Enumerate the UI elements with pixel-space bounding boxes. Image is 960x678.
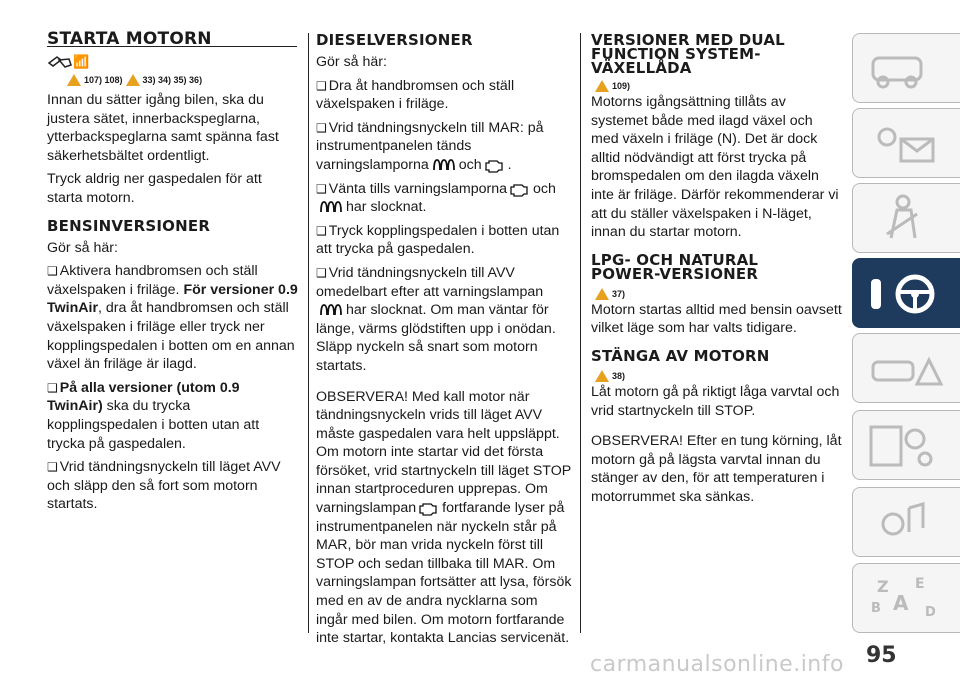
tab-safety[interactable] bbox=[852, 183, 960, 253]
intro-text: Gör så här: bbox=[47, 239, 118, 256]
tab-start-driving[interactable] bbox=[852, 258, 960, 328]
engine-fault-icon bbox=[484, 157, 506, 173]
svg-text:D: D bbox=[925, 605, 936, 620]
warning-lights-icon bbox=[863, 115, 943, 171]
multimedia-icon bbox=[863, 494, 943, 550]
warning-triangle-icon bbox=[595, 80, 609, 92]
subsection-title: LPG- OCH NATURAL POWER-VERSIONER bbox=[591, 250, 759, 283]
list-item: ❑ Dra åt handbromsen och ställ växelspaken i friläge. bbox=[316, 77, 572, 114]
note-paragraph: OBSERVERA! Med kall motor när tändningsnyckeln vrids till läget AVV måste gaspedalen vara helt uppsläppt. Om motorn inte startar vid det första försöket, vrid startnyckeln till läget STOP innan startproceduren upprepas. Om varningslampan fortfarande lyser på instrumentpanelen när nyckeln står på MAR, bör man vrida nyckeln först till STOP och sedan tillbaka till MAR. Om varningslampan fortsätter att lysa, försök med en av de andra nycklarna som ingår med bilen. Om motorn fortfarande inte startar, kontakta Lancias servicenät. bbox=[316, 388, 572, 647]
svg-text:B: B bbox=[871, 601, 881, 616]
section-title: STARTA MOTORN bbox=[47, 29, 212, 49]
tab-maintenance[interactable] bbox=[852, 410, 960, 480]
column-3 bbox=[591, 30, 843, 512]
tab-index[interactable] bbox=[852, 563, 960, 633]
column-divider bbox=[580, 33, 581, 633]
watermark: carmanualsonline.info bbox=[590, 652, 844, 677]
list-item: ❑ Vänta tills varningslamporna och har slocknat. bbox=[316, 180, 572, 217]
maintenance-icon bbox=[863, 417, 943, 473]
svg-text:E: E bbox=[915, 576, 925, 592]
emergency-icon bbox=[863, 340, 943, 396]
subsection-title: DIESELVERSIONER bbox=[316, 31, 473, 49]
safety-seat-icon bbox=[863, 190, 943, 246]
list-item: ❑ På alla versioner (utom 0.9 TwinAir) ska du trycka kopplingspedalen i botten utan att trycka på gaspedalen. bbox=[47, 379, 299, 453]
list-item: ❑ Vrid tändningsnyckeln till AVV omedelbart efter att varningslampan har slocknat. Om man väntar för länge, värms glödstiften upp i onödan. Släpp nyckeln så snart som motorn startats. bbox=[316, 264, 572, 376]
warning-triangle-icon bbox=[67, 74, 81, 86]
note-paragraph: OBSERVERA! Efter en tung körning, låt motorn gå på lägsta varvtal innan du stänger av den, för att temperaturen i motorrummet ska sänkas. bbox=[591, 433, 842, 505]
column-2 bbox=[316, 30, 572, 653]
caution-triangle-icon bbox=[595, 370, 609, 382]
glow-plug-icon bbox=[318, 200, 344, 214]
index-icon bbox=[863, 570, 943, 626]
tab-technical-data[interactable] bbox=[852, 487, 960, 557]
paragraph: Motorns igångsättning tillåts av systemet både med ilagd växel och med växeln i friläge (N). Det är dock alltid nödvändigt att först trycka på bromspedalen om den ilagda växeln inte är friläge. Därför rekommenderar vi att du ställer växelspaken i N-läget, innan du startar motorn. bbox=[591, 94, 839, 241]
tab-warning-lights[interactable] bbox=[852, 108, 960, 178]
key-steering-wheel-icon bbox=[863, 265, 943, 321]
references: 37) bbox=[595, 287, 843, 301]
subsection-title: STÄNGA AV MOTORN bbox=[591, 346, 770, 365]
glow-plug-icon bbox=[318, 303, 344, 317]
list-item: ❑ Vrid tändningsnyckeln till läget AVV och släpp den så fort som motorn startats. bbox=[47, 458, 299, 514]
car-dashboard-icon bbox=[863, 40, 943, 96]
caution-triangle-icon bbox=[126, 74, 140, 86]
subsection-title: VERSIONER MED DUAL FUNCTION SYSTEM-VÄXELLÅDA bbox=[591, 31, 785, 77]
column-divider bbox=[308, 33, 309, 633]
caution-triangle-icon bbox=[595, 288, 609, 300]
engine-fault-icon bbox=[418, 500, 440, 516]
svg-text:Z: Z bbox=[877, 577, 889, 596]
references bbox=[67, 73, 299, 87]
list-item: ❑ Aktivera handbromsen och ställ växelspaken i friläge. För versioner 0.9 TwinAir, dra åt handbromsen och ställ växelspaken i friläge eller tryck ner kopplingspedalen i botten om en annan växel än friläge är ilagd. bbox=[47, 262, 299, 374]
key-start-icon bbox=[47, 51, 299, 71]
paragraph: Tryck aldrig ner gaspedalen för att starta motorn. bbox=[47, 171, 262, 206]
reference-numbers-warning: 107) 108) bbox=[84, 75, 123, 85]
tab-emergency[interactable] bbox=[852, 333, 960, 403]
list-item: ❑ Tryck kopplingspedalen i botten utan att trycka på gaspedalen. bbox=[316, 222, 572, 259]
intro-text: Gör så här: bbox=[316, 54, 387, 70]
tab-car-dashboard[interactable] bbox=[852, 33, 960, 103]
paragraph: Låt motorn gå på riktigt låga varvtal och vrid startnyckeln till STOP. bbox=[591, 383, 840, 419]
subsection-title: BENSINVERSIONER bbox=[47, 216, 211, 235]
paragraph: Motorn startas alltid med bensin oavsett vilket läge som har valts tidigare. bbox=[591, 301, 842, 337]
references: 109) bbox=[595, 79, 843, 93]
references: 38) bbox=[595, 369, 843, 383]
column-1 bbox=[47, 30, 299, 519]
page-number: 95 bbox=[866, 643, 897, 668]
svg-text:📶: 📶 bbox=[73, 55, 90, 69]
paragraph: Innan du sätter igång bilen, ska du justera sätet, innerbackspeglarna, ytterbackspeglarna samt spänna fast säkerhetsbältet ordentligt. bbox=[47, 92, 279, 164]
reference-numbers-caution: 33) 34) 35) 36) bbox=[142, 75, 203, 85]
engine-fault-icon bbox=[509, 181, 531, 197]
glow-plug-icon bbox=[431, 158, 457, 172]
svg-text:A: A bbox=[893, 591, 909, 615]
list-item: ❑ Vrid tändningsnyckeln till MAR: på instrumentpanelen tänds varningslamporna och . bbox=[316, 119, 572, 175]
